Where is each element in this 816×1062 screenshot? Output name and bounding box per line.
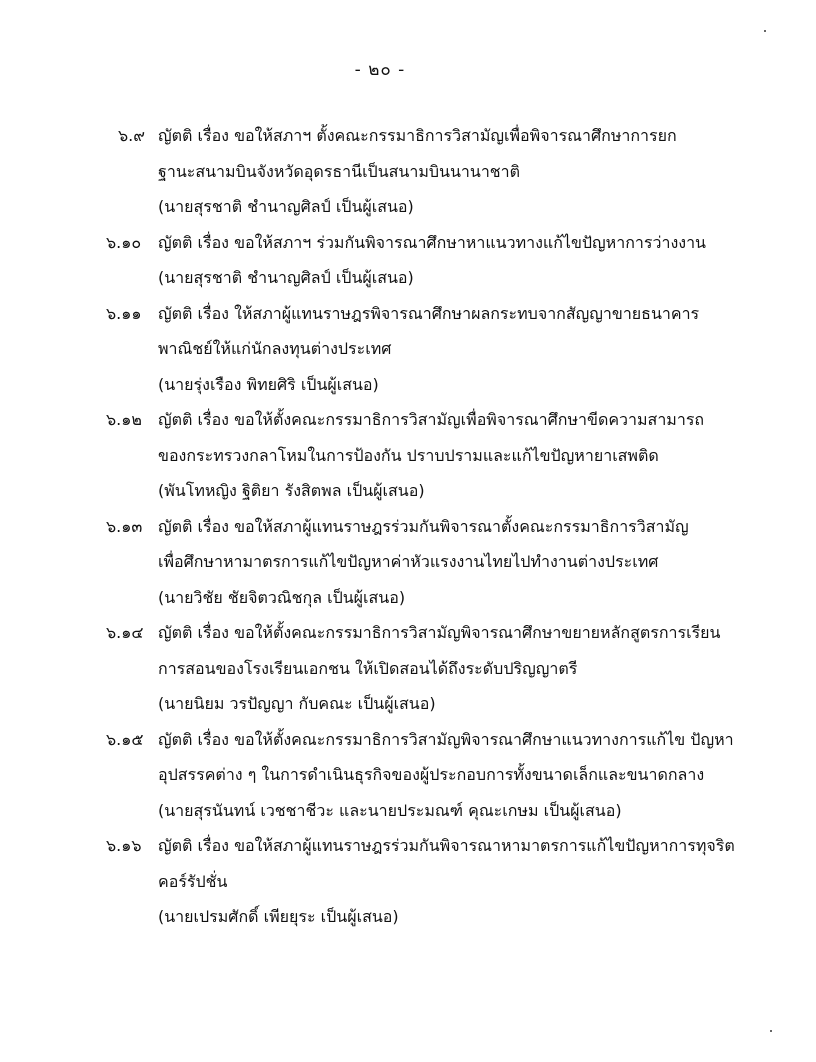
agenda-item-text: ญัตติ เรื่อง ขอให้สภาฯ ร่วมกันพิจารณาศึกษาหาแนวทางแก้ไขปัญหาการว่างงาน [158,232,706,252]
agenda-item-text: ญัตติ เรื่อง ขอให้ตั้งคณะกรรมาธิการวิสามัญเพื่อพิจารณาศึกษาขีดความสามารถ [158,410,705,429]
agenda-item-text: ของกระทรวงกลาโหมในการป้องกัน ปราบปรามและแก้ไขปัญหายาเสพติด [158,445,659,465]
agenda-item-heading [0,828,816,864]
agenda-item [0,118,816,225]
agenda-item [0,722,816,829]
agenda-item-number: ๖.๑๑ [106,303,142,323]
agenda-item-proposer [0,473,816,509]
agenda-item [0,509,816,616]
agenda-item-text: (พันโทหญิง ฐิติยา รังสิตพล เป็นผู้เสนอ) [158,481,425,500]
agenda-item-text: อุปสรรคต่าง ๆ ในการดำเนินธุรกิจของผู้ประกอบการทั้งขนาดเล็กและขนาดกลาง [158,765,705,784]
agenda-item-proposer [0,580,816,616]
agenda-item-proposer [0,686,816,722]
agenda-item-proposer [0,189,816,225]
agenda-item-text: (นายสุรนันทน์ เวชชาชีวะ และนายประมณฑ์ คุณะเกษม เป็นผู้เสนอ) [158,800,622,820]
agenda-item-heading [0,509,816,545]
agenda-item-continuation [0,154,816,190]
agenda-item-heading [0,615,816,651]
scan-speck [764,30,766,32]
agenda-item-continuation [0,331,816,367]
agenda-item-proposer [0,260,816,296]
agenda-item-heading [0,402,816,438]
agenda-item-text: การสอนของโรงเรียนเอกชน ให้เปิดสอนได้ถึงระดับปริญญาตรี [158,658,578,678]
agenda-item-text: ญัตติ เรื่อง ขอให้สภาผู้แทนราษฎรร่วมกันพิจารณาตั้งคณะกรรมาธิการวิสามัญ [158,516,689,536]
agenda-item [0,402,816,509]
agenda-item-text: เพื่อศึกษาหามาตรการแก้ไขปัญหาค่าหัวแรงงานไทยไปทำงานต่างประเทศ [158,552,659,571]
agenda-list [0,118,816,935]
agenda-item [0,828,816,935]
agenda-item-proposer [0,899,816,935]
agenda-item-number: ๖.๑๓ [106,516,143,536]
agenda-item-text: ญัตติ เรื่อง ให้สภาผู้แทนราษฎรพิจารณาศึกษาผลกระทบจากสัญญาขายธนาคาร [158,303,700,323]
agenda-item-text: ญัตติ เรื่อง ขอให้สภาฯ ตั้งคณะกรรมาธิการวิสามัญเพื่อพิจารณาศึกษาการยก [158,126,677,145]
agenda-item-proposer [0,793,816,829]
agenda-item-continuation [0,544,816,580]
agenda-item-text: พาณิชย์ให้แก่นักลงทุนต่างประเทศ [158,339,392,358]
agenda-item-continuation [0,757,816,793]
agenda-item-number: ๖.๑๔ [106,623,144,642]
agenda-item-number: ๖.๑๕ [106,729,144,749]
page-number: - ๒๐ - [354,60,406,80]
agenda-item-text: ญัตติ เรื่อง ขอให้ตั้งคณะกรรมาธิการวิสามัญพิจารณาศึกษาขยายหลักสูตรการเรียน [158,623,721,642]
agenda-item-text: (นายสุรชาติ ชำนาญศิลป์ เป็นผู้เสนอ) [158,197,414,216]
agenda-item-text: ญัตติ เรื่อง ขอให้ตั้งคณะกรรมาธิการวิสามัญพิจารณาศึกษาแนวทางการแก้ไข ปัญหา [158,729,734,749]
agenda-item-text: ฐานะสนามบินจังหวัดอุดรธานีเป็นสนามบินนานาชาติ [158,161,521,181]
agenda-item-continuation [0,864,816,900]
scan-speck [770,1030,772,1032]
agenda-item [0,225,816,296]
agenda-item-text: (นายสุรชาติ ชำนาญศิลป์ เป็นผู้เสนอ) [158,268,414,287]
agenda-item-continuation [0,438,816,474]
agenda-item-continuation [0,651,816,687]
agenda-item-heading [0,722,816,758]
agenda-item-text: ญัตติ เรื่อง ขอให้สภาผู้แทนราษฎรร่วมกันพิจารณาหามาตรการแก้ไขปัญหาการทุจริต [158,836,735,855]
agenda-item-heading [0,225,816,261]
agenda-item-number: ๖.๑๐ [106,232,142,252]
agenda-item-number: ๖.๙ [118,126,145,145]
agenda-item-number: ๖.๑๒ [106,410,142,429]
agenda-item-text: (นายนิยม วรปัญญา กับคณะ เป็นผู้เสนอ) [158,694,436,713]
agenda-item-text: (นายรุ่งเรือง พิทยศิริ เป็นผู้เสนอ) [158,374,379,394]
agenda-item [0,296,816,403]
agenda-item [0,615,816,722]
agenda-item-proposer [0,367,816,403]
agenda-item-text: (นายวิชัย ชัยจิตวณิชกุล เป็นผู้เสนอ) [158,587,406,607]
agenda-item-heading [0,118,816,154]
agenda-item-heading [0,296,816,332]
agenda-item-text: (นายเปรมศักดิ์ เพียยุระ เป็นผู้เสนอ) [158,907,399,926]
agenda-item-text: คอร์รัปชั่น [158,871,228,891]
agenda-item-number: ๖.๑๖ [106,836,142,855]
